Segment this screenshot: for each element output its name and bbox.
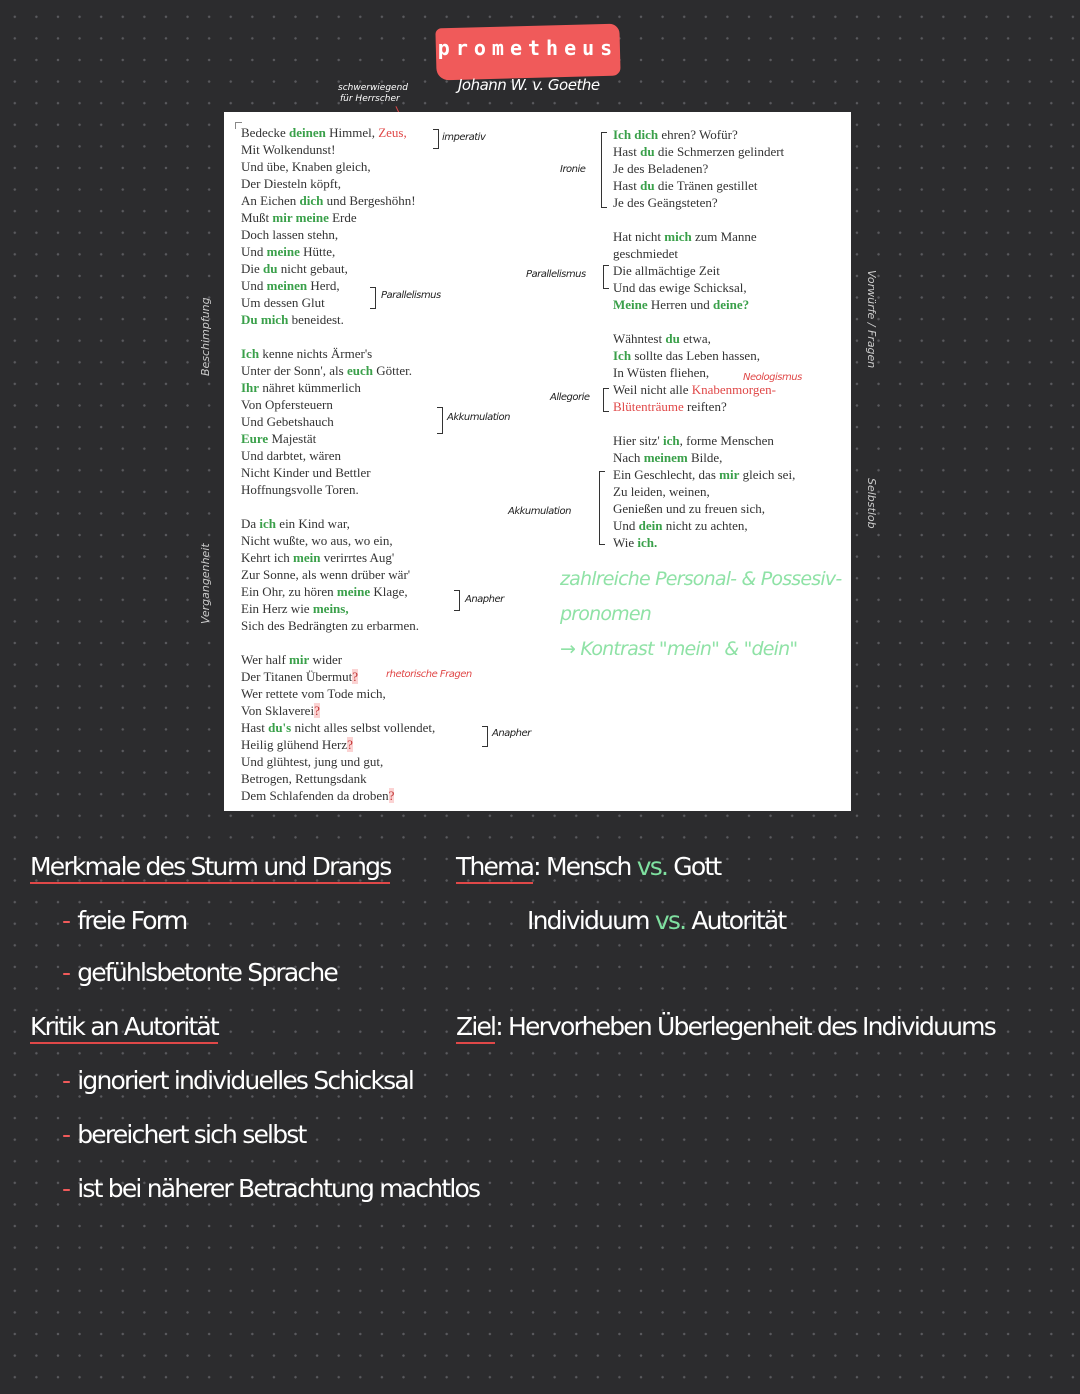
poem-text: nicht zu achten,	[662, 518, 748, 533]
side-label-beschimpfung: Beschimpfung	[199, 297, 212, 376]
poem-text: Ein Ohr, zu hören	[241, 584, 337, 599]
poem-line	[613, 347, 795, 364]
poem-line	[613, 313, 795, 330]
poem-text: Und das ewige Schicksal,	[613, 280, 747, 295]
poem-left-column	[241, 124, 435, 804]
side-label-selbstlob: Selbstlob	[865, 478, 878, 529]
highlight-pronoun: meine	[266, 244, 300, 259]
list-item: - bereichert sich selbst	[62, 1120, 306, 1149]
poem-line	[241, 617, 435, 634]
poem-text: Herd,	[307, 278, 340, 293]
highlight-pronoun: du	[665, 331, 680, 346]
thema-line-2: Individuum vs. Autorität	[527, 906, 786, 935]
highlight-pronoun: euch	[346, 363, 373, 378]
poem-line	[613, 245, 795, 262]
annotation-allegorie: Allegorie	[550, 392, 590, 403]
poem-text: Je des Beladenen?	[613, 161, 709, 176]
poem-text: Hoffnungsvolle Toren.	[241, 482, 359, 497]
poem-line	[241, 345, 435, 362]
poem-text: An Eichen	[241, 193, 300, 208]
page-title: prometheus	[437, 36, 619, 60]
highlight-pronoun: ich	[663, 433, 680, 448]
highlight-red: Blütenträume	[613, 399, 684, 414]
highlight-pronoun: deinen	[289, 125, 326, 140]
poem-line	[241, 192, 435, 209]
poem-line	[241, 549, 435, 566]
annotation-parallelismus-2: Parallelismus	[526, 269, 586, 280]
poem-text: Und	[613, 518, 639, 533]
poem-line	[241, 651, 435, 668]
poem-line	[613, 296, 795, 313]
poem-text: Wie	[613, 535, 638, 550]
poem-line	[613, 483, 795, 500]
poem-line	[613, 228, 795, 245]
poem-text: wider	[309, 652, 343, 667]
poem-line	[241, 770, 435, 787]
poem-text: Hier sitz'	[613, 433, 663, 448]
poem-line	[241, 566, 435, 583]
green-note-line1: zahlreiche Personal- & Possesiv-	[560, 568, 842, 590]
poem-line	[613, 466, 795, 483]
poem-text: Majestät	[268, 431, 317, 446]
poem-text: Und	[241, 244, 267, 259]
highlight-pronoun: mir	[719, 467, 740, 482]
poem-text: geschmiedet	[613, 246, 678, 261]
poem-text: gleich sei,	[739, 467, 796, 482]
poem-line	[241, 583, 435, 600]
author: Johann W. v. Goethe	[458, 76, 600, 94]
highlight-pronoun: ich.	[637, 535, 658, 550]
annotation-anapher-2: Anapher	[492, 728, 531, 739]
poem-text: nicht gebaut,	[277, 261, 348, 276]
poem-line	[613, 160, 795, 177]
poem-line	[613, 381, 795, 398]
poem-text: beneidest.	[288, 312, 344, 327]
poem-text: Je des Geängsteten?	[613, 195, 718, 210]
poem-line	[241, 481, 435, 498]
poem-line	[241, 753, 435, 770]
poem-text: Und darbtet, wären	[241, 448, 341, 463]
list-item: - gefühlsbetonte Sprache	[62, 958, 337, 987]
highlight-pronoun: du	[640, 144, 655, 159]
poem-line	[613, 194, 795, 211]
highlight-red: Knabenmorgen-	[691, 382, 776, 397]
annotation-rhetorische-fragen: rhetorische Fragen	[386, 669, 472, 680]
poem-line	[613, 449, 795, 466]
poem-text: Die allmächtige Zeit	[613, 263, 720, 278]
poem-text: kenne nichts Ärmer's	[259, 346, 373, 361]
poem-line	[613, 211, 795, 228]
poem-text: Und glühtest, jung und gut,	[241, 754, 384, 769]
highlight-pronoun: meinem	[643, 450, 688, 465]
poem-text: ehren? Wofür?	[658, 127, 738, 142]
poem-text: nähret kümmerlich	[259, 380, 361, 395]
poem-text: Wähntest	[613, 331, 666, 346]
highlight-pronoun: Eure	[241, 431, 269, 446]
poem-text: reiften?	[683, 399, 727, 414]
poem-line	[613, 330, 795, 347]
poem-text: Um dessen Glut	[241, 295, 325, 310]
highlight-pronoun: Ich	[241, 346, 260, 361]
annotation-akkumulation-2: Akkumulation	[508, 506, 571, 517]
poem-line	[613, 398, 795, 415]
poem-text: Doch lassen stehn,	[241, 227, 339, 242]
poem-line	[241, 260, 435, 277]
poem-line	[241, 379, 435, 396]
annotation-akkumulation: Akkumulation	[447, 412, 510, 423]
poem-text: Und übe, Knaben gleich,	[241, 159, 371, 174]
highlight-question: ?	[352, 669, 358, 684]
poem-text: Die	[241, 261, 264, 276]
poem-line	[241, 464, 435, 481]
poem-line	[241, 311, 435, 328]
annotation-anapher: Anapher	[465, 594, 504, 605]
poem-text: ein Kind war,	[276, 516, 350, 531]
poem-text: Unter der Sonn', als	[241, 363, 347, 378]
poem-text: Ein Geschlecht, das	[613, 467, 720, 482]
poem-text: Ein Herz wie	[241, 601, 313, 616]
poem-text: Wer half	[241, 652, 290, 667]
highlight-question: ?	[388, 788, 395, 803]
poem-text: Von Opfersteuern	[241, 397, 333, 412]
thema-line: Thema: Mensch vs. Gott	[456, 852, 720, 881]
poem-text: In Wüsten fliehen,	[613, 365, 710, 380]
poem-line	[241, 447, 435, 464]
poem-line	[241, 362, 435, 379]
poem-text: Kehrt ich	[241, 550, 293, 565]
side-label-vorwuerfe: Vorwürfe / Fragen	[865, 270, 878, 369]
poem-line	[241, 209, 435, 226]
poem-text: Zu leiden, weinen,	[613, 484, 710, 499]
highlight-pronoun: Du mich	[241, 312, 289, 327]
list-item: - ist bei näherer Betrachtung machtlos	[62, 1174, 480, 1203]
highlight-pronoun: meinen	[266, 278, 308, 293]
poem-text: die Schmerzen gelindert	[654, 144, 785, 159]
poem-text: Von Sklaverei	[241, 703, 315, 718]
highlight-pronoun: dein	[638, 518, 663, 533]
annotation-parallelismus: Parallelismus	[381, 290, 441, 301]
poem-text: Hast	[241, 720, 269, 735]
list-item: - freie Form	[62, 906, 187, 935]
poem-line	[613, 126, 795, 143]
poem-line	[241, 702, 435, 719]
poem-text: Hast	[613, 144, 641, 159]
title-banner	[436, 26, 620, 78]
highlight-pronoun: dich	[299, 193, 324, 208]
poem-line	[241, 736, 435, 753]
poem-text: Zur Sonne, als wenn drüber wär'	[241, 567, 411, 582]
list-item: - ignoriert individuelles Schicksal	[62, 1066, 414, 1095]
poem-text: Wer rettete vom Tode mich,	[241, 686, 386, 701]
poem-line	[241, 328, 435, 345]
poem-line	[241, 430, 435, 447]
poem-text: Weil nicht alle	[613, 382, 692, 397]
poem-text: Bilde,	[687, 450, 723, 465]
poem-text: Hütte,	[299, 244, 336, 259]
poem-text: , forme Menschen	[679, 433, 774, 448]
poem-text: Nicht Kinder und Bettler	[241, 465, 371, 480]
poem-text: Genießen und zu freuen sich,	[613, 501, 765, 516]
poem-text: Mit Wolkendunst!	[241, 142, 336, 157]
highlight-question: ?	[314, 703, 320, 718]
annotation-neologismus: Neologismus	[743, 372, 802, 383]
poem-text: Götter.	[372, 363, 412, 378]
poem-page	[224, 112, 851, 811]
poem-line	[613, 279, 795, 296]
annotation-ironie: Ironie	[560, 164, 586, 175]
poem-text: und Bergeshöhn!	[323, 193, 416, 208]
highlight-pronoun: mein	[292, 550, 321, 565]
poem-text: Der Diesteln köpft,	[241, 176, 342, 191]
poem-line	[241, 158, 435, 175]
heading-kritik: Kritik an Autorität	[30, 1012, 218, 1041]
highlight-pronoun: meins,	[312, 601, 349, 616]
poem-text: Hat nicht	[613, 229, 665, 244]
poem-line	[241, 413, 435, 430]
poem-text: Und Gebetshauch	[241, 414, 334, 429]
highlight-pronoun: du's	[268, 720, 292, 735]
poem-line	[613, 177, 795, 194]
poem-text: verirrtes Aug'	[320, 550, 395, 565]
heading-merkmale: Merkmale des Sturm und Drangs	[30, 852, 390, 881]
poem-right-column	[613, 126, 795, 551]
poem-line	[613, 517, 795, 534]
poem-line	[613, 415, 795, 432]
highlight-pronoun: meine	[336, 584, 371, 599]
highlight-pronoun: Ich dich	[613, 127, 659, 142]
poem-line	[241, 396, 435, 413]
poem-line	[613, 432, 795, 449]
poem-text: Mußt	[241, 210, 273, 225]
poem-text: die Tränen gestillet	[654, 178, 758, 193]
highlight-pronoun: ich	[259, 516, 277, 531]
poem-line	[241, 685, 435, 702]
poem-text: Nicht wußte, wo aus, wo ein,	[241, 533, 393, 548]
highlight-pronoun: du	[640, 178, 655, 193]
poem-line	[613, 262, 795, 279]
poem-line	[613, 500, 795, 517]
annotation-imperativ: imperativ	[442, 132, 486, 143]
poem-text: Und	[241, 278, 267, 293]
note-top: schwerwiegend für Herrscher	[338, 83, 409, 104]
highlight-red: Zeus,	[378, 125, 407, 140]
green-note-line2: pronomen	[560, 603, 652, 625]
side-label-vergangenheit: Vergangenheit	[199, 543, 212, 624]
poem-text: Heilig glühend Herz	[241, 737, 348, 752]
poem-line	[613, 143, 795, 160]
poem-line	[241, 226, 435, 243]
poem-text: zum Manne	[691, 229, 757, 244]
poem-line	[241, 787, 435, 804]
poem-line	[613, 534, 795, 551]
poem-text: Betrogen, Rettungsdank	[241, 771, 367, 786]
poem-line	[241, 124, 435, 141]
poem-text: Herren und	[647, 297, 713, 312]
poem-text: Bedecke	[241, 125, 290, 140]
poem-line	[241, 600, 435, 617]
poem-text: Hast	[613, 178, 641, 193]
poem-text: Erde	[328, 210, 357, 225]
highlight-pronoun: Ihr	[241, 380, 260, 395]
highlight-pronoun: deine?	[713, 297, 750, 312]
ziel-line: Ziel: Hervorheben Überlegenheit des Individuums	[456, 1012, 995, 1041]
highlight-pronoun: mich	[664, 229, 692, 244]
highlight-pronoun: mir	[289, 652, 310, 667]
highlight-pronoun: du	[263, 261, 278, 276]
highlight-pronoun: Ich	[613, 348, 632, 363]
poem-text: sollte das Leben hassen,	[631, 348, 760, 363]
highlight-question: ?	[347, 737, 353, 752]
poem-line	[241, 498, 435, 515]
poem-line	[241, 532, 435, 549]
poem-text: Himmel,	[325, 125, 379, 140]
poem-text: Klage,	[370, 584, 408, 599]
poem-line	[241, 719, 435, 736]
poem-line	[241, 243, 435, 260]
poem-line	[241, 175, 435, 192]
poem-text: Dem Schlafenden da droben	[241, 788, 389, 803]
poem-text: Da	[241, 516, 260, 531]
poem-text: Sich des Bedrängten zu erbarmen.	[241, 618, 419, 633]
highlight-pronoun: Meine	[613, 297, 648, 312]
poem-text: etwa,	[679, 331, 711, 346]
poem-line	[241, 141, 435, 158]
highlight-pronoun: mir meine	[272, 210, 329, 225]
poem-line	[241, 515, 435, 532]
poem-text: Der Titanen Übermut	[241, 669, 353, 684]
poem-text: nicht alles selbst vollendet,	[291, 720, 436, 735]
poem-line	[241, 634, 435, 651]
green-note-line3: → Kontrast "mein" & "dein"	[560, 638, 798, 660]
poem-text: Nach	[613, 450, 644, 465]
